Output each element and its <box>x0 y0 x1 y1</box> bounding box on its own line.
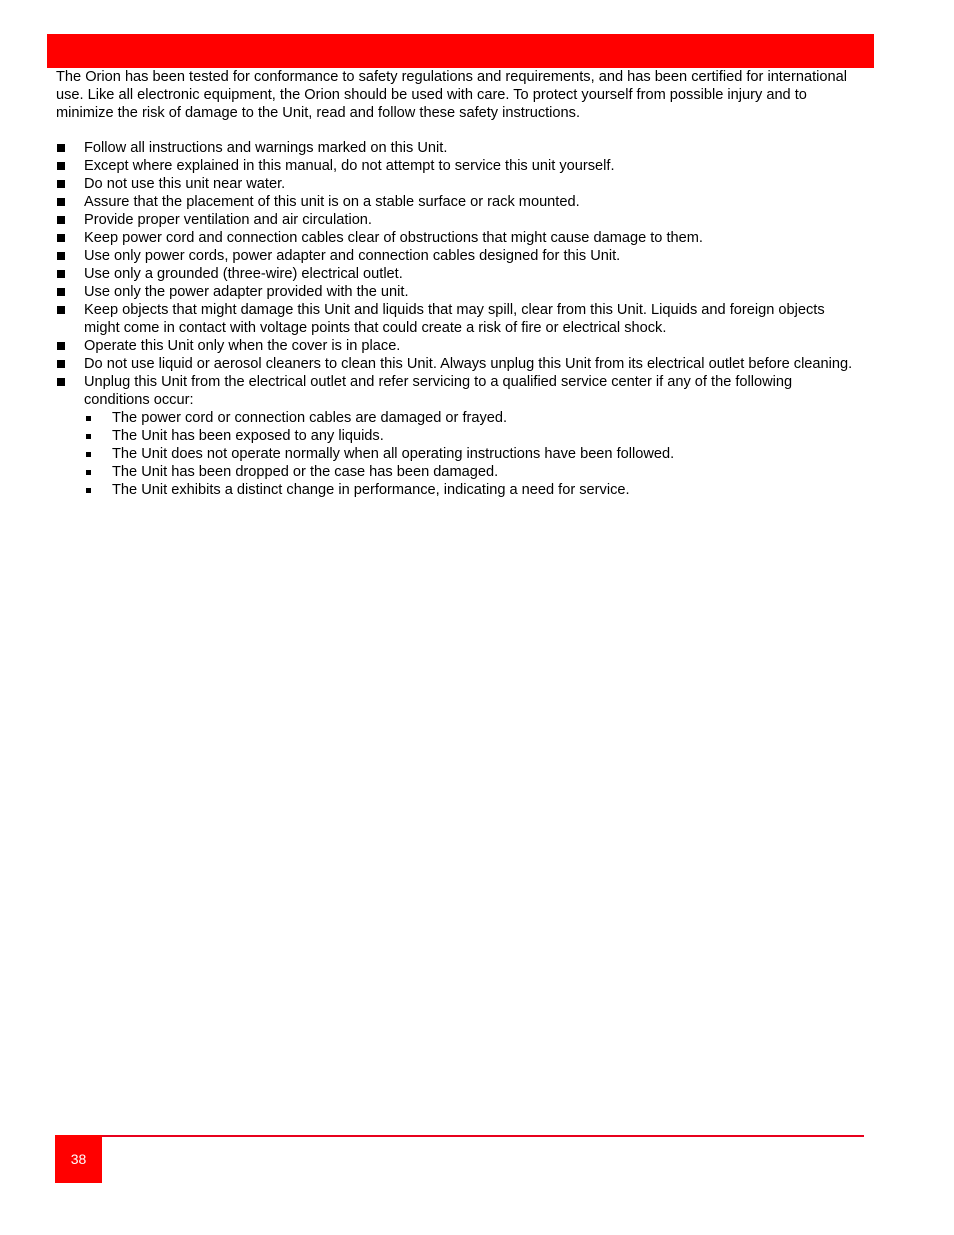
list-item: Use only power cords, power adapter and connection cables designed for this Unit. <box>56 247 856 265</box>
header-bar <box>47 34 874 68</box>
square-bullet-icon <box>57 288 65 296</box>
list-item: Keep power cord and connection cables clear of obstructions that might cause damage to them. <box>56 229 856 247</box>
list-item: Keep objects that might damage this Unit and liquids that may spill, clear from this Unit. Liquids and foreign objects might come in contact with voltage points that could create a risk of fire or electrical shock. <box>56 301 856 337</box>
square-bullet-icon <box>57 378 65 386</box>
square-bullet-icon <box>57 342 65 350</box>
intro-paragraph: The Orion has been tested for conformance to safety regulations and requirements, and has been certified for international use. Like all electronic equipment, the Orion should be used with care. To protect yourself from possible injury and to minimize the risk of damage to the Unit, read and follow these safety instructions. <box>56 69 847 121</box>
square-bullet-icon <box>57 144 65 152</box>
list-item: The Unit does not operate normally when all operating instructions have been followed. <box>84 445 856 463</box>
small-square-bullet-icon <box>86 416 91 421</box>
list-item: Except where explained in this manual, do not attempt to service this unit yourself. <box>56 157 856 175</box>
list-item: Use only the power adapter provided with the unit. <box>56 283 856 301</box>
square-bullet-icon <box>57 234 65 242</box>
safety-instructions-list <box>56 139 856 499</box>
list-item: Assure that the placement of this unit is on a stable surface or rack mounted. <box>56 193 856 211</box>
square-bullet-icon <box>57 270 65 278</box>
list-item: Do not use this unit near water. <box>56 175 856 193</box>
footer-rule <box>56 1135 864 1137</box>
list-item: Use only a grounded (three-wire) electrical outlet. <box>56 265 856 283</box>
page-number: 38 <box>55 1135 102 1183</box>
service-conditions-list <box>84 409 856 499</box>
list-item: Operate this Unit only when the cover is in place. <box>56 337 856 355</box>
list-item: Unplug this Unit from the electrical outlet and refer servicing to a qualified service center if any of the following conditions occur: The power cord or connection cables are damaged or frayed. The Unit has been exposed to any liquids. The Unit does not operate normally when all operating instructions have been followed. The Unit has been dropped or the case has been damaged. The Unit exhibits a distinct change in performance, indicating a need for service. <box>56 373 856 499</box>
list-item: Follow all instructions and warnings marked on this Unit. <box>56 139 856 157</box>
small-square-bullet-icon <box>86 470 91 475</box>
square-bullet-icon <box>57 216 65 224</box>
list-item: Do not use liquid or aerosol cleaners to clean this Unit. Always unplug this Unit from its electrical outlet before cleaning. <box>56 355 856 373</box>
small-square-bullet-icon <box>86 452 91 457</box>
square-bullet-icon <box>57 360 65 368</box>
small-square-bullet-icon <box>86 488 91 493</box>
small-square-bullet-icon <box>86 434 91 439</box>
list-item: The Unit has been exposed to any liquids. <box>84 427 856 445</box>
safety-content <box>56 68 856 499</box>
square-bullet-icon <box>57 162 65 170</box>
square-bullet-icon <box>57 306 65 314</box>
square-bullet-icon <box>57 252 65 260</box>
square-bullet-icon <box>57 180 65 188</box>
list-item: The Unit exhibits a distinct change in performance, indicating a need for service. <box>84 481 856 499</box>
list-item: Provide proper ventilation and air circulation. <box>56 211 856 229</box>
square-bullet-icon <box>57 198 65 206</box>
list-item: The power cord or connection cables are damaged or frayed. <box>84 409 856 427</box>
list-item: The Unit has been dropped or the case has been damaged. <box>84 463 856 481</box>
